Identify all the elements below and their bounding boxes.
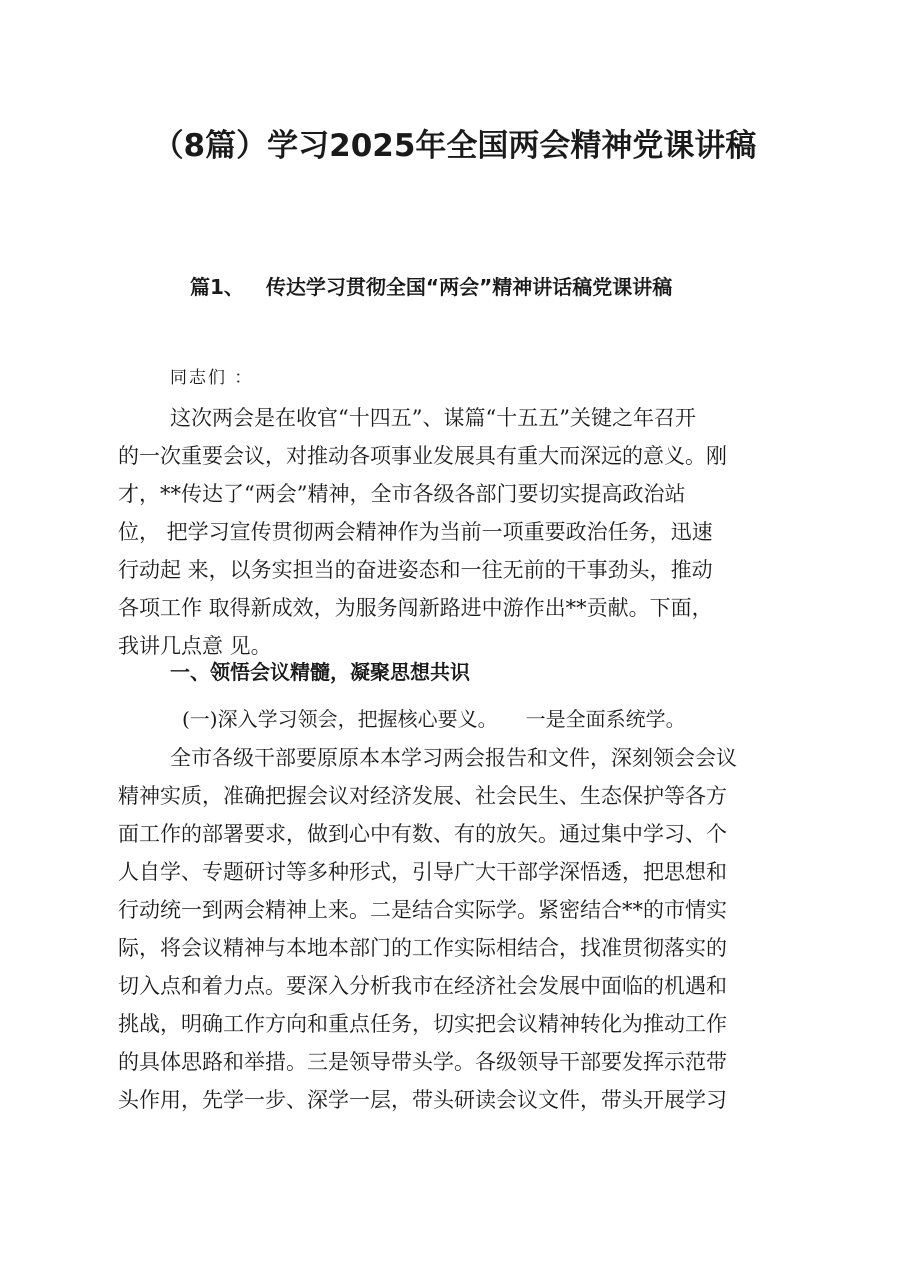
subheading-1-point: 一是全面系统学。 [525,707,686,731]
paragraph-line: 人自学、专题研讨等多种形式，引导广大干部学深悟透，把思想和 [118,860,727,884]
paragraph-line: 行动统一到两会精神上来。二是结合实际学。紧密结合**的市情实 [118,898,727,922]
paragraph-2-first [170,739,737,777]
heading-1: 一、领悟会议精髓，凝聚思想共识 [170,660,470,684]
document-title: （8篇）学习2025年全国两会精神党课讲稿 [152,128,757,164]
paragraph-line: 的一次重要会议，对推动各项事业发展具有重大而深远的意义。刚 [118,444,727,468]
subheading-1-title: (一)深入学习领会，把握核心要义。 [182,707,498,731]
paragraph-1-rest [118,437,727,665]
paragraph-line: 精神实质，准确把握会议对经济发展、社会民生、生态保护等各方 [118,784,727,808]
section-subtitle [190,273,672,301]
paragraph-line: 头作用，先学一步、深学一层，带头研读会议文件，带头开展学习 [118,1088,727,1112]
subtitle-number: 篇1、 [190,275,244,299]
subtitle-text: 传达学习贯彻全国“两会”精神讲话稿党课讲稿 [265,275,673,299]
subheading-1 [182,704,686,734]
paragraph-line: 际，将会议精神与本地本部门的工作实际相结合，找准贯彻落实的 [118,936,727,960]
paragraph-line: 切入点和着力点。要深入分析我市在经济社会发展中面临的机遇和 [118,974,727,998]
paragraph-line: 这次两会是在收官“十四五”、谋篇“十五五”关键之年召开 [170,406,696,430]
paragraph-line: 全市各级干部要原原本本学习两会报告和文件，深刻领会会议 [170,746,737,770]
paragraph-line: 才，**传达了“两会”精神，全市各级各部门要切实提高政治站 [118,482,686,506]
salutation: 同志们 ： [170,368,254,388]
paragraph-line: 行动起 来，以务实担当的奋进姿态和一往无前的干事劲头，推动 [118,558,713,582]
paragraph-line: 各项工作 取得新成效，为服务闯新路进中游作出**贡献。下面， [118,596,713,620]
paragraph-line: 挑战，明确工作方向和重点任务，切实把会议精神转化为推动工作 [118,1012,727,1036]
paragraph-1-first [170,399,696,437]
paragraph-line: 位， 把学习宣传贯彻两会精神作为当前一项重要政治任务，迅速 [118,520,713,544]
paragraph-line: 面工作的部署要求，做到心中有数、有的放矢。通过集中学习、个 [118,822,727,846]
paragraph-2-rest [118,777,727,1119]
paragraph-line: 的具体思路和举措。三是领导带头学。各级领导干部要发挥示范带 [118,1050,727,1074]
paragraph-line: 我讲几点意 见。 [118,634,272,658]
